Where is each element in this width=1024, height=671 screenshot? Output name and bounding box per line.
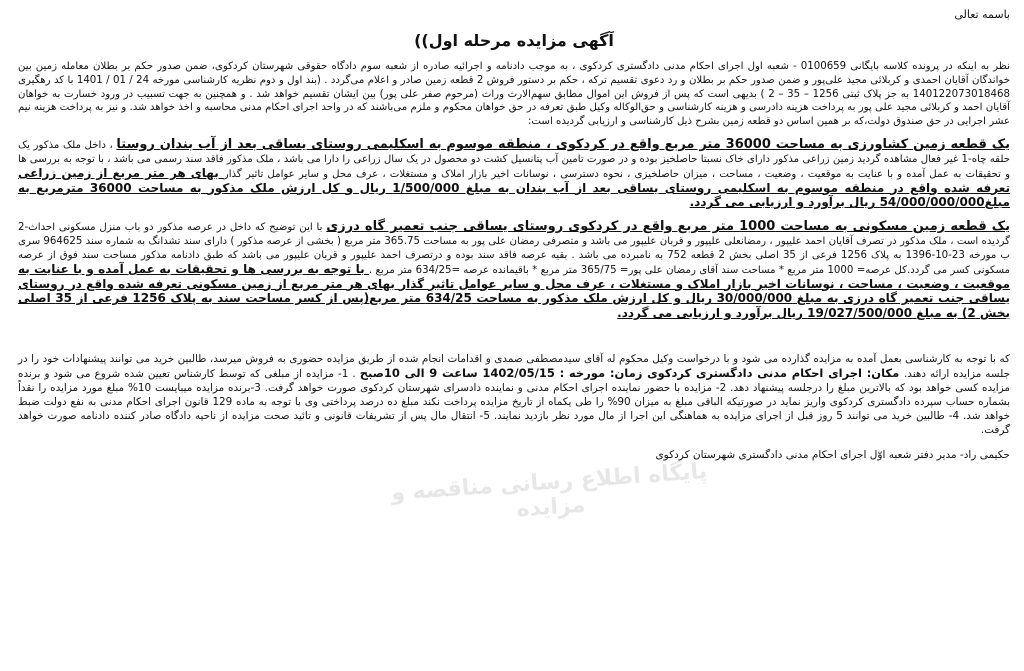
item-agricultural-land bbox=[18, 136, 1010, 211]
item2-lead: یک قطعه زمین مسکونی به مساحت 1000 متر مربع واقع در کردکوی روستای یساقی جنب تعمیر گاه درزی bbox=[326, 219, 1011, 235]
notice-title: آگهی مزایده مرحله اول)) bbox=[414, 31, 614, 50]
item-residential-land bbox=[18, 218, 1010, 322]
terms-part2: . 1- مزایده از مبلغی که توسط کارشناس تعیین شده شروع می شود و برنده مزایده کسی خواهد بود که بالاترین مبلغ را درجلسه پیشنهاد دهد. 2- مزایده با حضور نماینده اجرای احکام مدنی و نماینده دادسرای شهرستان کردکوی صورت خواهد گرفت. 3-برنده مزایده میبایست 10% مبلغ مورد مزایده را نقداً بشماره حساب سپرده دادگستری کردکوی واریز نماید در صورتیکه الباقی مبلغ به میزان 90% را طی یکماه از تاریخ مزایده پرداخت نکند مبلغ ده درصد پرداختی وی با توجه به ماده 129 قانون اجرای احکام مدنی به نفع دولت ضبط خواهد شد. 4- طالبین خرید می توانند 5 روز قبل از اجرای مزایده به هماهنگی این اجرا از مال مورد نظر بازدید نمایند. 5- انتقال مال پس از تشریفات قانونی و تائید صحت مزایده از ناحیه دادگاه صادر کننده دادنامه صورت خواهد گرفت. bbox=[18, 367, 1011, 436]
signature: حکیمی راد- مدیر دفتر شعبه اوّل اجرای احکام مدنی دادگستری شهرستان کردکوی bbox=[655, 448, 1010, 461]
terms-part1: که با توجه به کارشناسی بعمل آمده به مزایده گذارده می شود و با درخواست وکیل محکوم له آقای سیدمصطفی صمدی و اقدامات انجام شده از طریق مزایده حضوری به فروش میرسد، طالبین خرید می توانند پیشنهادات خود را در جلسه مزایده ارائه دهند. bbox=[18, 352, 1011, 380]
watermark: پایگاه اطلاع رسانی مناقصه و مزایده bbox=[390, 459, 708, 523]
item1-value: بهای هر متر مربع از زمین زراعی تعرفه شده واقع در منطقه موسوم به اسکلیمی روستای یساقی بعد از آب بندان به مبلغ 1/500/000 ریال و کل ارزش ملک مذکور به مساحت 36000 مترمربع به مبلغ54/000/000/000 ریال برآورد و ارزیابی می گردد. bbox=[18, 165, 1010, 210]
intro-paragraph: نظر به اینکه در پرونده کلاسه بایگانی 0100659 - شعبه اول اجرای احکام مدنی دادگستری کردکوی ، به موجب دادنامه و اجرائیه صادره از شعبه سوم دادگاه حقوقی شهرستان کردکوی، ضمن صدور حکم بر بطلان معامله زمین بین خواندگان آقایان احمدی و کربلائی مجید علی‌پور و ضمن صدور حکم بر بطلان و رد دعوی تقسیم ترکه ، حکم بر دستور فروش 2 قطعه زمین صادر و اعلام می‌گردد . (بند اول و دوم نظریه کارشناسی مورخه 24 / 01 / 1401 با کد رهگیری 140122073018468 به جز پلاک ثبتی 1256 – 35 – 2 ) بدیهی است که پس از فروش این اموال مطابق سهم‌الارث وراث (مرحوم صفر علی پور) بین ایشان تقسیم خواهد شد . و همچنین به جهت تسبیب در ورود خسارت به خواهان آقایان احمد و کربلائی مجید علی پور به پرداخت هزینه دادرسی و هزینه کارشناسی و حق‌الوکاله وکیل طبق تعرفه در حق خواهان محکوم و ملزم می‌باشند که در واحد اجرای احکام مدنی محاسبه و اخذ خواهد شد. و نیز به پرداخت هزینه نیم عشر اجرایی در حق صندوق دولت،که بر همین اساس دو قطعه زمین بشرح ذیل کارشناسی و ارزیابی گردیده است: bbox=[18, 61, 1011, 128]
item2-body: با این توضیح که داخل در عرصه مذکور دو باب منزل مسکونی احداث-2 گردیده است ، ملک مذکور در تصرف آقایان احمد علیپور ، رمضانعلی علیپور و قربان علیپور می باشد و متصرفی رمضان علی پور به مساحت 365.75 متر مربع ( بخشی از عرصه مذکور ) دارای سند تشدانگ به شماره سند 964625 سری ب مورخه 23-10-1396 به پلاک 1256 فرعی از 35 اصلی بخش 2 قطعه 752 به نامبرده می باشد . بقیه عرصه فاقد سند بوده و درتصرف احمد علیپور و قربان علیپور می باشد که طبق دادنامه مذکور مساحت سند فوق از عرصه مسکونی کسر می گردد.کل عرصه= 1000 متر مربع * مساحت سند آقای رمضان علی پور= 365/75 متر مربع * باقیمانده عرصه =634/25 متر مربع . bbox=[18, 222, 1011, 276]
auction-notice bbox=[18, 6, 1010, 665]
item1-body: ، داخل ملک مذکور یک حلقه چاه-1 غیر فعال مشاهده گردید زمین زراعی مذکور دارای خاک نسبتا حاصلخیز بوده و در صورت تامین آب پتانسیل کشت دو محصول در یک سال زراعی را دارا می باشد ، ملک مذکور فاقد سند رسمی می باشد ، با توجه به بررسی ها و تحقیقات به عمل آمده و با عنایت به موقعیت ، وضعیت ، مساحت ، میزان حاصلخیزی ، نحوه دسترسی ، نوسانات اخیر بازار املاک و مستغلات ، عرف محل و سایر عوامل تاثیر گذار bbox=[18, 139, 1010, 180]
auction-terms bbox=[18, 352, 1010, 437]
basmala: باسمه تعالی bbox=[954, 8, 1010, 21]
item2-value: با توجه به بررسی ها و تحقیقات به عمل آمده و با عنایت به موقعیت ، وضعیت ، مساحت ، نوسانات اخیر بازار املاک و مستغلات ، عرف محل و سایر عوامل تاثیر گذار بهای هر متر مربع از زمین مسکونی تعرفه شده واقع در روستای یساقی جنب تعمیر گاه درزی به مبلغ 30/000/000 ریال و کل ارزش ملک مذکور به مساحت 634/25 متر مربع(پس از کسر مساحت سند به پلاک 1256 فرعی از 35 اصلی بخش 2) به مبلغ 19/027/500/000 ریال برآورد و ارزیابی می گردد. bbox=[18, 261, 1010, 321]
terms-place-time: مکان: اجرای احکام مدنی دادگستری کردکوی زمان: مورخه : 1402/05/15 ساعت 9 الی 10صبح bbox=[359, 365, 904, 380]
item1-lead: یک قطعه زمین کشاورزی به مساحت 36000 متر مربع واقع در کردکوی ، منطقه موسوم به اسکلیمی روستای یساقی بعد از آب بندان روستا bbox=[116, 136, 1010, 152]
